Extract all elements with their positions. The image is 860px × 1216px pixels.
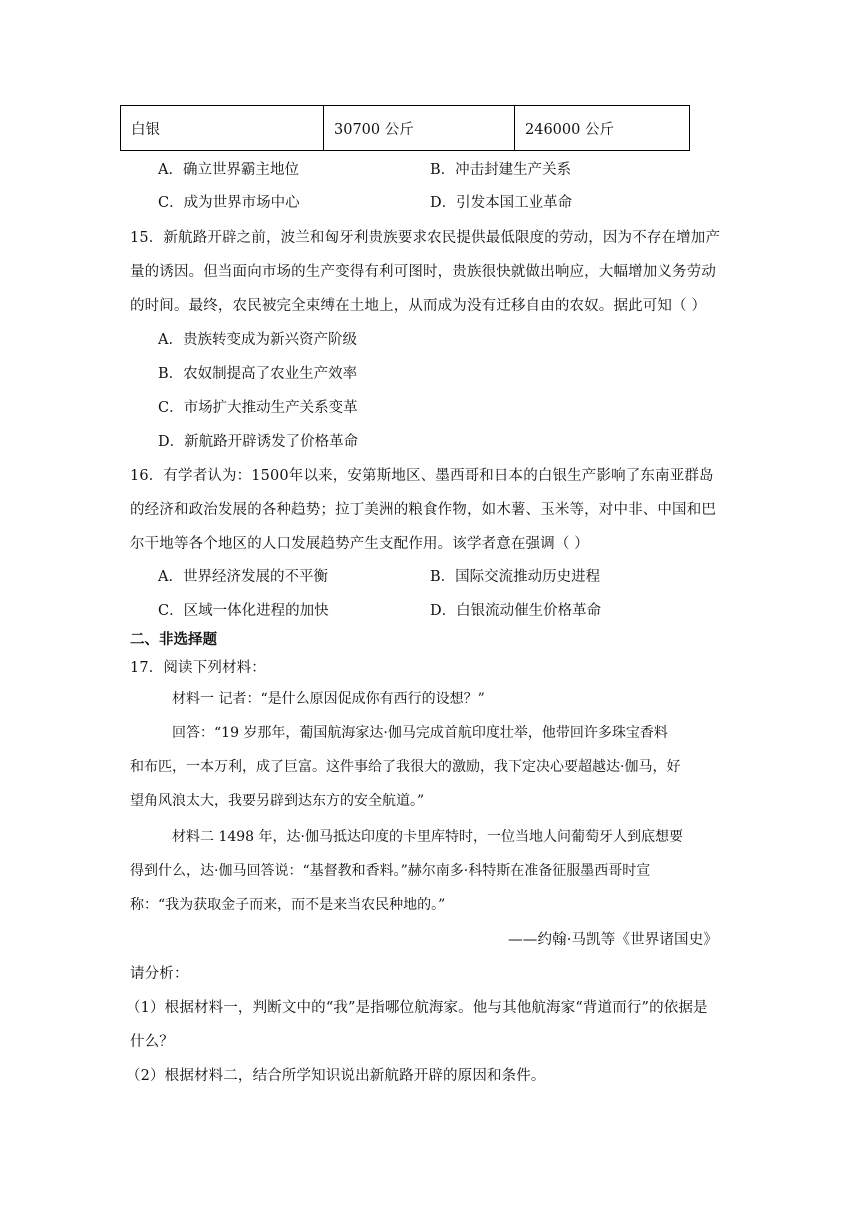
material-2-line-2: 得到什么，达·伽马回答说：“基督教和香料。”赫尔南多·科特斯在准备征服墨西哥时宣 (130, 863, 651, 879)
q15-option-d: D．新航路开辟诱发了价格革命 (158, 434, 359, 450)
q15-stem-line-2: 量的诱因。但当面向市场的生产变得有利可图时，贵族很快就做出响应，大幅增加义务劳动 (130, 264, 716, 280)
silver-table (120, 105, 690, 151)
q15-option-a: A．贵族转变成为新兴资产阶级 (158, 332, 357, 348)
q15-stem-line-1: 15．新航路开辟之前，波兰和匈牙利贵族要求农民提供最低限度的劳动，因为不存在增加产 (130, 230, 721, 246)
q16-stem-line-1: 16．有学者认为：1500年以来，安第斯地区、墨西哥和日本的白银生产影响了东南亚群岛 (130, 468, 714, 484)
table-row (121, 106, 690, 151)
q15-option-c: C．市场扩大推动生产关系变革 (158, 400, 358, 416)
q16-stem-line-3: 尔干地等各个地区的人口发展趋势产生支配作用。该学者意在强调（ ） (130, 536, 589, 552)
material-2-line-1: 材料二 1498 年，达·伽马抵达印度的卡里库特时，一位当地人问葡萄牙人到底想要 (172, 829, 683, 845)
section-heading: 二、非选择题 (130, 631, 217, 648)
q17-intro: 17．阅读下列材料： (130, 660, 266, 676)
q16-option-a: A．世界经济发展的不平衡 (158, 569, 328, 585)
material-1-line-1: 材料一 记者：“是什么原因促成你有西行的设想？” (172, 691, 485, 707)
q16-option-b: B．国际交流推动历史进程 (430, 569, 601, 585)
material-1-answer-line-2: 和布匹，一本万利，成了巨富。这件事给了我很大的激励，我下定决心要超越达·伽马，好 (130, 759, 681, 775)
sub-question-1-line-2: 什么？ (130, 1034, 174, 1050)
analysis-prompt: 请分析： (130, 966, 189, 982)
material-2-line-3: 称：“我为获取金子而来，而不是来当农民种地的。” (130, 897, 446, 913)
q14-option-b: B．冲击封建生产关系 (430, 162, 572, 178)
sub-question-2: （2）根据材料二，结合所学知识说出新航路开辟的原因和条件。 (126, 1068, 546, 1084)
sub-question-1-line-1: （1）根据材料一，判断文中的“我”是指哪位航海家。他与其他航海家“背道而行”的依据是 (126, 1000, 708, 1016)
table-cell-value-2: 246000 公斤 (515, 106, 690, 151)
q15-option-b: B．农奴制提高了农业生产效率 (158, 366, 358, 382)
material-1-answer-line-1: 回答：“19 岁那年，葡国航海家达·伽马完成首航印度壮举，他带回许多珠宝香料 (172, 725, 668, 741)
q14-option-c: C．成为世界市场中心 (158, 195, 300, 211)
material-1-answer-line-3: 望角风浪太大，我要另辟到达东方的安全航道。” (130, 793, 425, 809)
material-source: ——约翰·马凯等《世界诸国史》 (508, 932, 718, 948)
q16-option-c: C．区域一体化进程的加快 (158, 603, 329, 619)
table-cell-item: 白银 (121, 106, 324, 151)
q16-option-d: D．白银流动催生价格革命 (430, 603, 602, 619)
q15-stem-line-3: 的时间。最终，农民被完全束缚在土地上，从而成为没有迁移自由的农奴。据此可知（ ） (130, 298, 707, 314)
q14-option-d: D．引发本国工业革命 (430, 195, 573, 211)
q16-stem-line-2: 的经济和政治发展的各种趋势；拉丁美洲的粮食作物，如木薯、玉米等，对中非、中国和巴 (130, 502, 716, 518)
q14-option-a: A．确立世界霸主地位 (158, 162, 299, 178)
table-cell-value-1: 30700 公斤 (324, 106, 515, 151)
